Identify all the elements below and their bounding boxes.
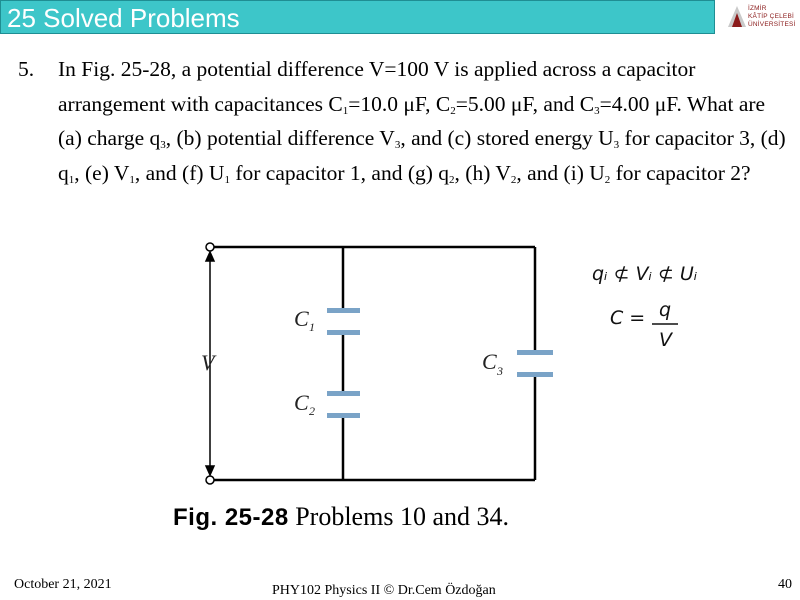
text-segment: for capacitor 1, and (g) q <box>229 160 450 185</box>
text-segment: , (e) V <box>74 160 130 185</box>
sub: 3 <box>594 104 600 117</box>
circuit-diagram <box>195 238 565 488</box>
label-v: V <box>201 350 215 375</box>
arrow-down <box>206 466 214 475</box>
text-segment: , (b) potential difference V <box>165 126 395 150</box>
text-segment: In Fig. 25-28, a potential difference V=100 V is applied across a capacitor arrangement with capacitances C <box>58 57 696 116</box>
footer-course: PHY102 Physics II © Dr.Cem Özdoğan <box>272 583 496 598</box>
caption-text: Problems 10 and 34. <box>295 502 509 531</box>
text-segment: for capacitor 3, (d) q <box>58 126 786 185</box>
sub: 1 <box>129 173 135 186</box>
arrow-up <box>206 252 214 261</box>
label-c3-sub: 3 <box>497 364 503 378</box>
text-segment: =10.0 μF, C <box>348 91 451 116</box>
text-segment: , and (i) U <box>516 160 605 185</box>
handwriting-v: V <box>659 329 672 351</box>
c3-plate-top <box>517 350 553 355</box>
text-segment: for capacitor 2? <box>610 160 751 185</box>
sub: 2 <box>450 104 456 117</box>
sub: 1 <box>342 104 349 117</box>
handwriting-c-eq: C = <box>610 307 646 329</box>
c1-plate-top <box>327 308 360 313</box>
text-segment: , and (c) stored energy U <box>400 126 614 150</box>
terminal-bottom <box>206 476 214 484</box>
c3-plate-bottom <box>517 372 553 377</box>
text-segment: , and (f) U <box>134 160 225 185</box>
c2-plate-bottom <box>327 413 360 418</box>
problem-number: 5. <box>18 57 35 81</box>
figure-caption <box>173 500 509 535</box>
title-bar <box>0 0 715 34</box>
footer-page-number: 40 <box>778 577 792 592</box>
sub: 2 <box>449 173 455 186</box>
sub: 2 <box>604 173 611 186</box>
text-segment: , (h) V <box>454 160 511 185</box>
label-c1-sub: 1 <box>309 320 315 334</box>
footer-date: October 21, 2021 <box>14 577 112 592</box>
text-segment: =5.00 μF, and C <box>455 91 595 116</box>
capacitor-plates <box>327 308 553 418</box>
sub: 2 <box>510 173 517 186</box>
sub: 3 <box>613 139 620 151</box>
handwriting-line-1: qᵢ ⊄ Vᵢ ⊄ Uᵢ <box>592 263 698 285</box>
problem-text <box>58 52 788 190</box>
text-segment: =4.00 μF. What are (a) charge q <box>58 91 766 150</box>
sub: 3 <box>160 139 166 151</box>
handwritten-annotation <box>582 252 742 352</box>
sub: 1 <box>68 173 75 186</box>
terminal-top <box>206 243 214 251</box>
logo-emblem-icon <box>726 3 748 31</box>
sub: 3 <box>394 139 401 151</box>
logo-line-3: ÜNİVERSİTESİ <box>748 21 796 28</box>
c2-plate-top <box>327 391 360 396</box>
handwriting-q: q <box>659 299 672 321</box>
label-c3: C <box>482 349 497 374</box>
university-logo <box>726 3 798 31</box>
logo-line-1: İZMİR <box>748 5 767 12</box>
slide-title: 25 Solved Problems <box>7 3 240 33</box>
label-c1: C <box>294 306 309 331</box>
label-c2-sub: 2 <box>309 404 315 418</box>
label-c2: C <box>294 390 309 415</box>
caption-fig-number: Fig. 25-28 <box>173 504 289 531</box>
logo-line-2: KÂTİP ÇELEBİ <box>748 13 794 20</box>
sub: 1 <box>224 173 230 186</box>
logo-text <box>748 5 796 29</box>
c1-plate-bottom <box>327 330 360 335</box>
